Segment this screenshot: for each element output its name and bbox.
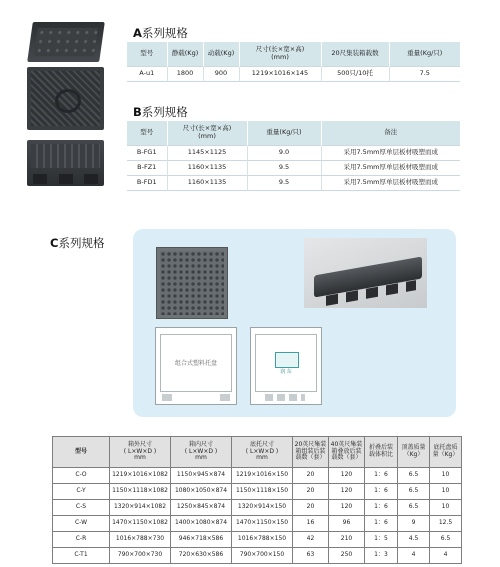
cell: 1400×1080×874 xyxy=(171,516,232,532)
cell: 120 xyxy=(329,468,365,484)
cell: 120 xyxy=(329,500,365,516)
cell: 4 xyxy=(398,548,430,564)
cell: 9.0 xyxy=(247,145,321,160)
cell: 4 xyxy=(430,548,462,564)
col-weight: 重量(Kg/只) xyxy=(247,121,321,145)
cell: 1160×1135 xyxy=(167,160,247,175)
cell: 1320×914×1082 xyxy=(110,500,171,516)
cell: C-O xyxy=(53,468,110,484)
section-a-title: A系列规格 xyxy=(133,26,188,40)
cell: 9 xyxy=(398,516,430,532)
box-drawing-front xyxy=(155,327,237,405)
col-weight: 重量(Kg/只) xyxy=(389,42,460,66)
cell: 20 xyxy=(293,484,329,500)
cell: 790×700×150 xyxy=(232,548,293,564)
table-row xyxy=(53,500,462,516)
col-outer-size: 箱外尺寸 ( L×W×D ) mm xyxy=(110,437,171,468)
cell: 1080×1050×874 xyxy=(171,484,232,500)
cell: 1145×1125 xyxy=(167,145,247,160)
table-row xyxy=(53,516,462,532)
cell: 10 xyxy=(430,500,462,516)
cell: 6.5 xyxy=(398,500,430,516)
cell: 采用7.5mm厚单层板材吸塑而成 xyxy=(321,145,460,160)
cell: 1219×1016×150 xyxy=(232,468,293,484)
cell: 1150×945×874 xyxy=(171,468,232,484)
cell: 12.5 xyxy=(430,516,462,532)
col-40ft-load: 40英尺集装 箱叠放后装 载数（套） xyxy=(329,437,365,468)
pallet-photo-bottom xyxy=(27,140,104,186)
col-dynamic-load: 动载(Kg) xyxy=(203,42,239,66)
section-a-table xyxy=(127,42,460,82)
cell: C-Y xyxy=(53,484,110,500)
cell: 采用7.5mm厚单层板材吸塑而成 xyxy=(321,175,460,190)
pallet-photo-middle xyxy=(27,67,104,130)
cell: 1：5 xyxy=(365,532,398,548)
col-pallet-size: 底托尺寸 ( L×W×D ) mm xyxy=(232,437,293,468)
cell: 1：6 xyxy=(365,516,398,532)
cell: 1016×788×730 xyxy=(110,532,171,548)
col-remark: 备注 xyxy=(321,121,460,145)
cell: 1150×1118×1082 xyxy=(110,484,171,500)
pallet-3d-photo xyxy=(304,238,427,308)
cell: 946×718×586 xyxy=(171,532,232,548)
cell: 1：6 xyxy=(365,468,398,484)
table-row xyxy=(53,484,462,500)
col-inner-size: 箱内尺寸 ( L×W×D ) mm xyxy=(171,437,232,468)
cell: C-T1 xyxy=(53,548,110,564)
table-row xyxy=(127,175,460,190)
cell: 1：6 xyxy=(365,500,398,516)
cell: 9.5 xyxy=(247,175,321,190)
cell: C-S xyxy=(53,500,110,516)
cell: 16 xyxy=(293,516,329,532)
cell: 1219×1016×1082 xyxy=(110,468,171,484)
cell: C-W xyxy=(53,516,110,532)
cell: 6.5 xyxy=(430,532,462,548)
col-fold-ratio: 折叠后装 载体积比 xyxy=(365,437,398,468)
col-model: 型号 xyxy=(53,437,110,468)
cell: 6.5 xyxy=(398,484,430,500)
cell: 1：6 xyxy=(365,484,398,500)
cell: 1219×1016×145 xyxy=(239,66,321,81)
cell: 250 xyxy=(329,548,365,564)
cell: 900 xyxy=(203,66,239,81)
cell: 1800 xyxy=(167,66,203,81)
cell: 42 xyxy=(293,532,329,548)
section-b-table xyxy=(127,121,460,191)
section-b-title: B系列规格 xyxy=(133,105,188,119)
cell: 1：3 xyxy=(365,548,398,564)
col-20ft-load: 20英尺集装 箱组装后装 载数（套） xyxy=(293,437,329,468)
col-container-load: 20尺集装箱载数 xyxy=(321,42,389,66)
cell: 1150×1118×150 xyxy=(232,484,293,500)
cell: 1016×788×150 xyxy=(232,532,293,548)
cell: 1250×845×874 xyxy=(171,500,232,516)
col-model: 型号 xyxy=(127,42,167,66)
cell: 20 xyxy=(293,500,329,516)
cell: 6.5 xyxy=(398,468,430,484)
cell: 96 xyxy=(329,516,365,532)
cell: 20 xyxy=(293,468,329,484)
col-model: 型号 xyxy=(127,121,167,145)
section-c-table xyxy=(52,436,462,564)
col-base-weight: 底托盘质 量（Kg） xyxy=(430,437,462,468)
cell: 1320×914×150 xyxy=(232,500,293,516)
cell: 500只/10托 xyxy=(321,66,389,81)
cell: 790×700×730 xyxy=(110,548,171,564)
col-static-load: 静载(Kg) xyxy=(167,42,203,66)
cell: 63 xyxy=(293,548,329,564)
cell: 10 xyxy=(430,468,462,484)
cell: B-FD1 xyxy=(127,175,167,190)
cell: 9.5 xyxy=(247,160,321,175)
cell: 120 xyxy=(329,484,365,500)
pallet-photo-top xyxy=(27,22,105,62)
cell: 1470×1150×150 xyxy=(232,516,293,532)
cell: A-u1 xyxy=(127,66,167,81)
cell: 210 xyxy=(329,532,365,548)
cell: 720×630×586 xyxy=(171,548,232,564)
cell: 7.5 xyxy=(389,66,460,81)
table-row xyxy=(127,160,460,175)
col-lid-weight: 顶盖质量 （Kg） xyxy=(398,437,430,468)
logo-text: 润 东 xyxy=(280,369,292,375)
drawing-label: 组合式塑料托盘 xyxy=(174,360,217,367)
cell: B-FZ1 xyxy=(127,160,167,175)
pallet-top-view xyxy=(156,247,228,319)
cell: B-FG1 xyxy=(127,145,167,160)
cell: 10 xyxy=(430,484,462,500)
cell: 4.5 xyxy=(398,532,430,548)
cell: C-R xyxy=(53,532,110,548)
cell: 1160×1135 xyxy=(167,175,247,190)
cell: 1470×1150×1082 xyxy=(110,516,171,532)
col-size: 尺寸(长×宽×高) (mm) xyxy=(239,42,321,66)
table-row xyxy=(53,532,462,548)
cell: 采用7.5mm厚单层板材吸塑而成 xyxy=(321,160,460,175)
table-row xyxy=(127,145,460,160)
table-row xyxy=(53,548,462,564)
table-row xyxy=(53,468,462,484)
col-size: 尺寸(长×宽×高) (mm) xyxy=(167,121,247,145)
logo xyxy=(275,352,299,368)
section-c-title: C系列规格 xyxy=(50,236,105,250)
box-drawing-side xyxy=(250,327,322,405)
table-row xyxy=(127,66,460,81)
